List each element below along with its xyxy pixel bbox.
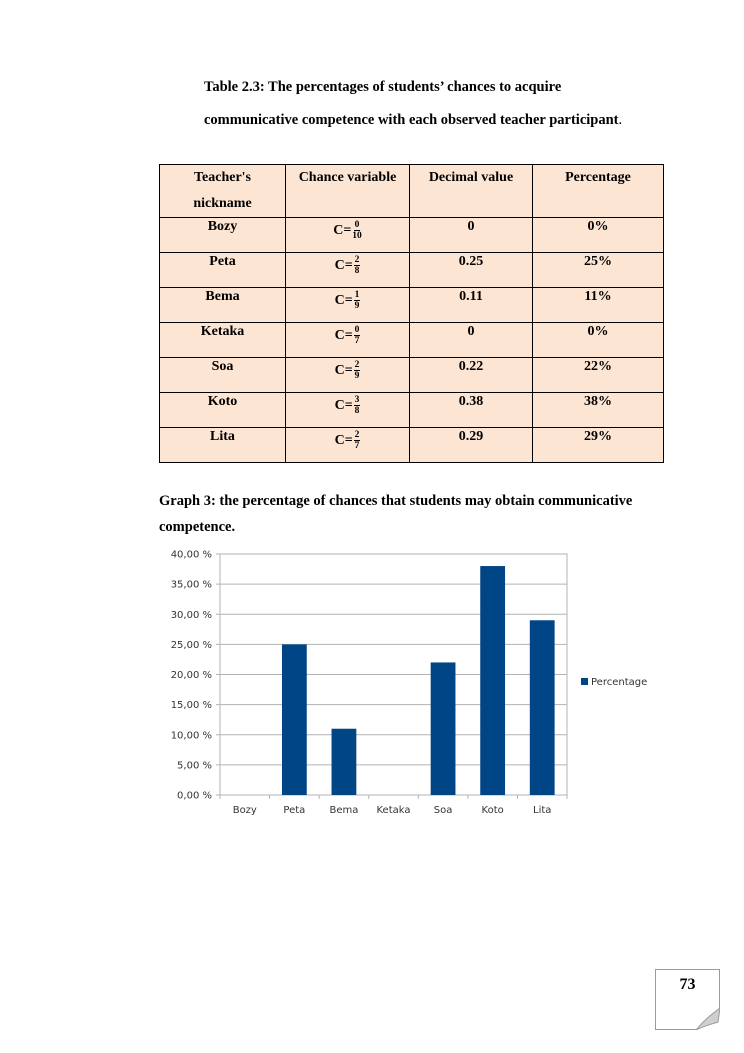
chance-formula [335,395,361,416]
cell-chance-variable [286,323,410,358]
fraction-denominator: 9 [354,371,360,381]
chance-formula [335,290,361,311]
y-tick-label: 40,00 % [170,549,212,561]
nickname-text: Lita [210,429,235,444]
x-tick-label: Bozy [232,805,257,816]
table-body [160,218,664,463]
table-caption-line2-text: communicative competence with each observed teacher participant [204,112,619,128]
chance-prefix: C= [334,362,353,378]
chance-formula [335,430,361,451]
table-row [160,358,664,393]
fraction-denominator: 10 [352,231,362,241]
cell-nickname [160,358,286,393]
chance-fraction [354,395,361,416]
cell-decimal-value [410,323,533,358]
fraction-denominator: 9 [354,301,360,311]
chance-fraction [354,290,361,311]
cell-decimal-value [410,218,533,253]
nickname-text: Bozy [207,219,238,234]
chance-formula [333,220,362,241]
header-nickname-line2: nickname [193,196,252,211]
table-row [160,288,664,323]
chance-formula [335,360,361,381]
cell-nickname [160,253,286,288]
fraction-numerator: 1 [354,290,360,300]
table-caption-period: . [618,112,623,128]
cell-chance-variable [286,253,410,288]
chance-prefix: C= [334,257,353,273]
table-row [160,323,664,358]
y-tick-label: 10,00 % [170,730,212,742]
y-tick-label: 0,00 % [177,790,212,802]
bar-koto [480,566,505,795]
chance-prefix: C= [333,222,352,238]
cell-nickname [160,218,286,253]
page-number-box [655,969,720,1030]
nickname-text: Bema [205,289,240,304]
cell-chance-variable [286,428,410,463]
legend-label: Percentage [591,677,648,688]
cell-percentage [533,218,664,253]
fraction-numerator: 0 [354,325,360,335]
table-row [160,393,664,428]
table-caption-line1: Table 2.3: The percentages of students’ chances to acquire [204,79,562,95]
fraction-numerator: 2 [354,255,360,265]
percentage-bar-chart [160,545,660,823]
bar-peta [282,644,307,795]
cell-chance-variable [286,393,410,428]
nickname-text: Koto [207,394,238,409]
y-tick-label: 35,00 % [170,579,212,591]
x-tick-label: Koto [481,805,504,816]
nickname-text: Peta [209,254,236,269]
chance-prefix: C= [334,327,353,343]
chance-fraction [352,220,362,241]
cell-nickname [160,393,286,428]
decimal-text: 0.38 [458,394,484,409]
decimal-text: 0.22 [458,359,484,374]
chance-prefix: C= [334,292,353,308]
percentage-text: 0% [587,219,609,234]
table-row [160,218,664,253]
fraction-numerator: 0 [354,220,360,230]
percentages-table [159,164,664,463]
header-decimal-value: Decimal value [410,165,533,218]
cell-nickname [160,288,286,323]
y-tick-label: 20,00 % [170,670,212,681]
header-nickname-line1: Teacher's [193,170,252,185]
nickname-text: Soa [211,359,234,374]
chance-fraction [354,325,361,346]
cell-percentage [533,323,664,358]
table-caption-line2 [204,112,622,129]
cell-chance-variable [286,218,410,253]
table-header-row [160,165,664,218]
fraction-numerator: 2 [354,360,360,370]
chance-formula [335,325,361,346]
x-tick-label: Bema [329,805,359,816]
percentage-text: 38% [584,394,612,409]
percentage-text: 22% [584,359,612,374]
cell-percentage [533,288,664,323]
cell-decimal-value [410,428,533,463]
cell-decimal-value [410,358,533,393]
y-tick-label: 5,00 % [177,760,212,772]
chance-fraction [354,430,361,451]
header-nickname [160,165,286,218]
chance-fraction [354,360,361,381]
percentage-text: 0% [587,324,609,339]
chance-fraction [354,255,361,276]
bar-lita [530,620,555,795]
page-curl-icon [696,1008,720,1030]
decimal-text: 0 [467,219,475,234]
chance-prefix: C= [334,397,353,413]
y-tick-label: 30,00 % [170,609,212,621]
decimal-text: 0.11 [459,289,483,304]
fraction-numerator: 2 [354,430,360,440]
chance-prefix: C= [334,432,353,448]
graph-caption: Graph 3: the percentage of chances that students may obtain communicative competence. [159,493,633,535]
decimal-text: 0 [467,324,475,339]
y-tick-label: 25,00 % [170,639,212,651]
fraction-denominator: 8 [354,406,360,416]
table-row [160,428,664,463]
cell-percentage [533,428,664,463]
cell-nickname [160,428,286,463]
cell-nickname [160,323,286,358]
y-tick-label: 15,00 % [170,700,212,712]
header-percentage: Percentage [533,165,664,218]
page-number: 73 [679,976,696,993]
cell-chance-variable [286,288,410,323]
fraction-denominator: 7 [354,441,360,451]
percentage-text: 25% [584,254,612,269]
cell-percentage [533,393,664,428]
cell-chance-variable [286,358,410,393]
fraction-numerator: 3 [354,395,360,405]
cell-percentage [533,253,664,288]
cell-decimal-value [410,393,533,428]
cell-decimal-value [410,253,533,288]
x-tick-label: Ketaka [376,805,411,816]
decimal-text: 0.25 [458,254,484,269]
x-tick-label: Lita [533,805,552,816]
percentage-text: 11% [584,289,612,304]
table-row [160,253,664,288]
fraction-denominator: 7 [354,336,360,346]
fraction-denominator: 8 [354,266,360,276]
x-tick-label: Peta [283,805,306,816]
cell-percentage [533,358,664,393]
cell-decimal-value [410,288,533,323]
bar-bema [332,729,357,795]
nickname-text: Ketaka [200,324,245,339]
bar-soa [431,662,456,795]
x-tick-label: Soa [433,805,453,816]
chance-formula [335,255,361,276]
header-chance-variable: Chance variable [286,165,410,218]
decimal-text: 0.29 [458,429,484,444]
percentage-text: 29% [584,429,612,444]
legend-swatch [581,678,588,685]
